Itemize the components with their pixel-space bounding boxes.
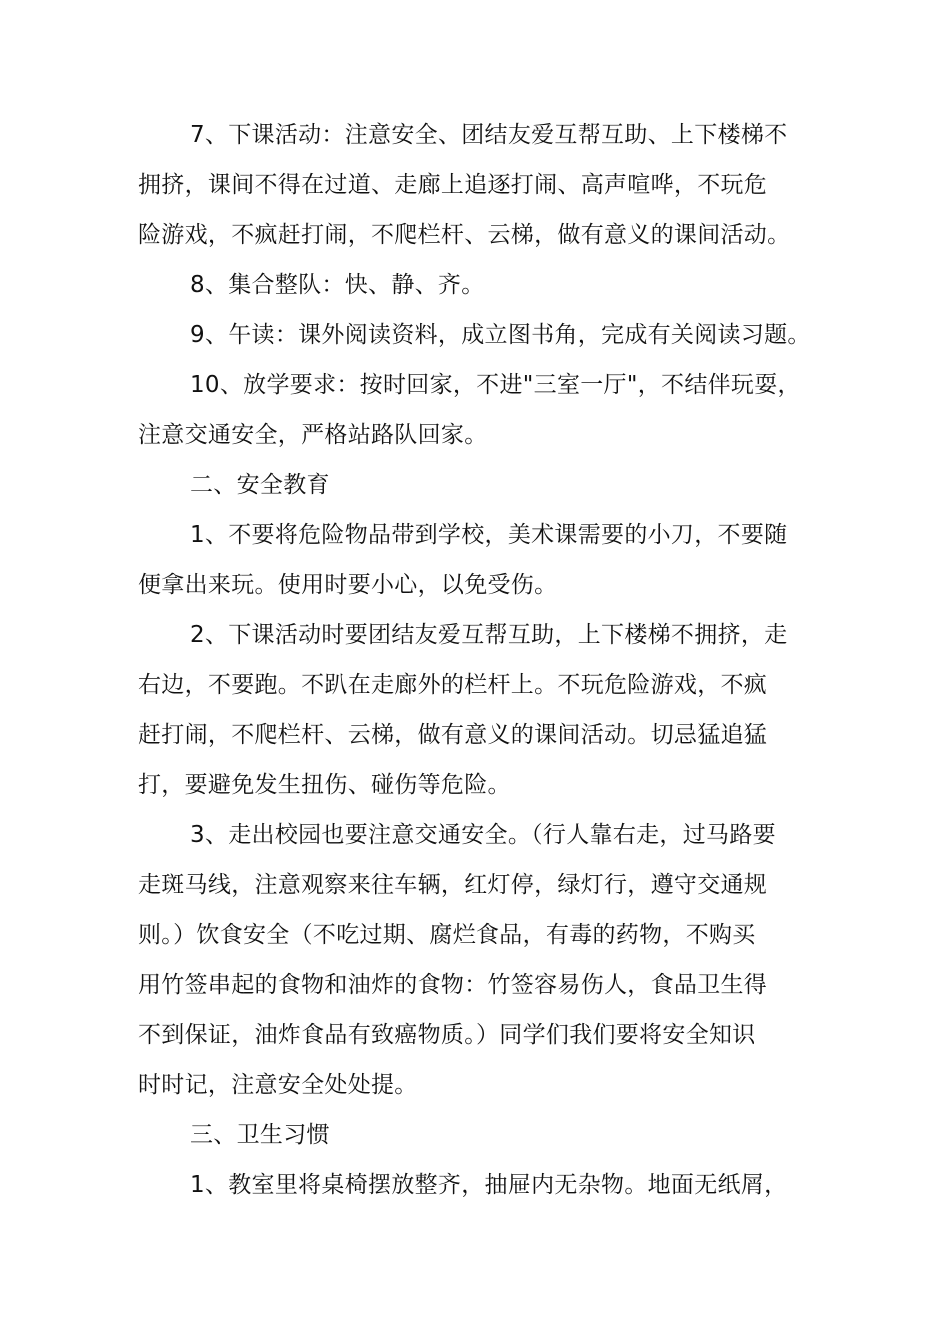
text-line: 则。）饮食安全（不吃过期、腐烂食品，有毒的药物，不购买 bbox=[138, 922, 756, 948]
text-line: 赶打闹，不爬栏杆、云梯，做有意义的课间活动。切忌猛追猛 bbox=[138, 722, 768, 748]
text-line: 时时记，注意安全处处提。 bbox=[138, 1072, 418, 1098]
text-line: 注意交通安全，严格站路队回家。 bbox=[138, 422, 488, 448]
text-line: 用竹签串起的食物和油炸的食物：竹签容易伤人，食品卫生得 bbox=[138, 972, 768, 998]
text-line: 便拿出来玩。使用时要小心，以免受伤。 bbox=[138, 572, 558, 598]
text-line: 3、走出校园也要注意交通安全。（行人靠右走，过马路要 bbox=[190, 822, 776, 848]
text-line: 9、午读：课外阅读资料，成立图书角，完成有关阅读习题。 bbox=[190, 322, 811, 348]
section-heading: 三、卫生习惯 bbox=[190, 1122, 330, 1148]
text-line: 右边，不要跑。不趴在走廊外的栏杆上。不玩危险游戏，不疯 bbox=[138, 672, 768, 698]
text-line: 10、放学要求：按时回家，不进"三室一厅"，不结伴玩耍， bbox=[190, 372, 801, 398]
section-heading: 二、安全教育 bbox=[190, 472, 330, 498]
text-line: 1、不要将危险物品带到学校，美术课需要的小刀，不要随 bbox=[190, 522, 788, 548]
text-line: 不到保证，油炸食品有致癌物质。）同学们我们要将安全知识 bbox=[138, 1022, 756, 1048]
text-line: 2、下课活动时要团结友爱互帮互助，上下楼梯不拥挤，走 bbox=[190, 622, 788, 648]
text-line: 走斑马线，注意观察来往车辆，红灯停，绿灯行，遵守交通规 bbox=[138, 872, 768, 898]
text-line: 险游戏，不疯赶打闹，不爬栏杆、云梯，做有意义的课间活动。 bbox=[138, 222, 791, 248]
text-line: 打，要避免发生扭伤、碰伤等危险。 bbox=[138, 772, 511, 798]
text-line: 8、集合整队：快、静、齐。 bbox=[190, 272, 485, 298]
text-line: 1、教室里将桌椅摆放整齐，抽屉内无杂物。地面无纸屑， bbox=[190, 1172, 788, 1198]
text-line: 7、下课活动：注意安全、团结友爱互帮互助、上下楼梯不 bbox=[190, 122, 788, 148]
text-line: 拥挤，课间不得在过道、走廊上追逐打闹、高声喧哗，不玩危 bbox=[138, 172, 768, 198]
